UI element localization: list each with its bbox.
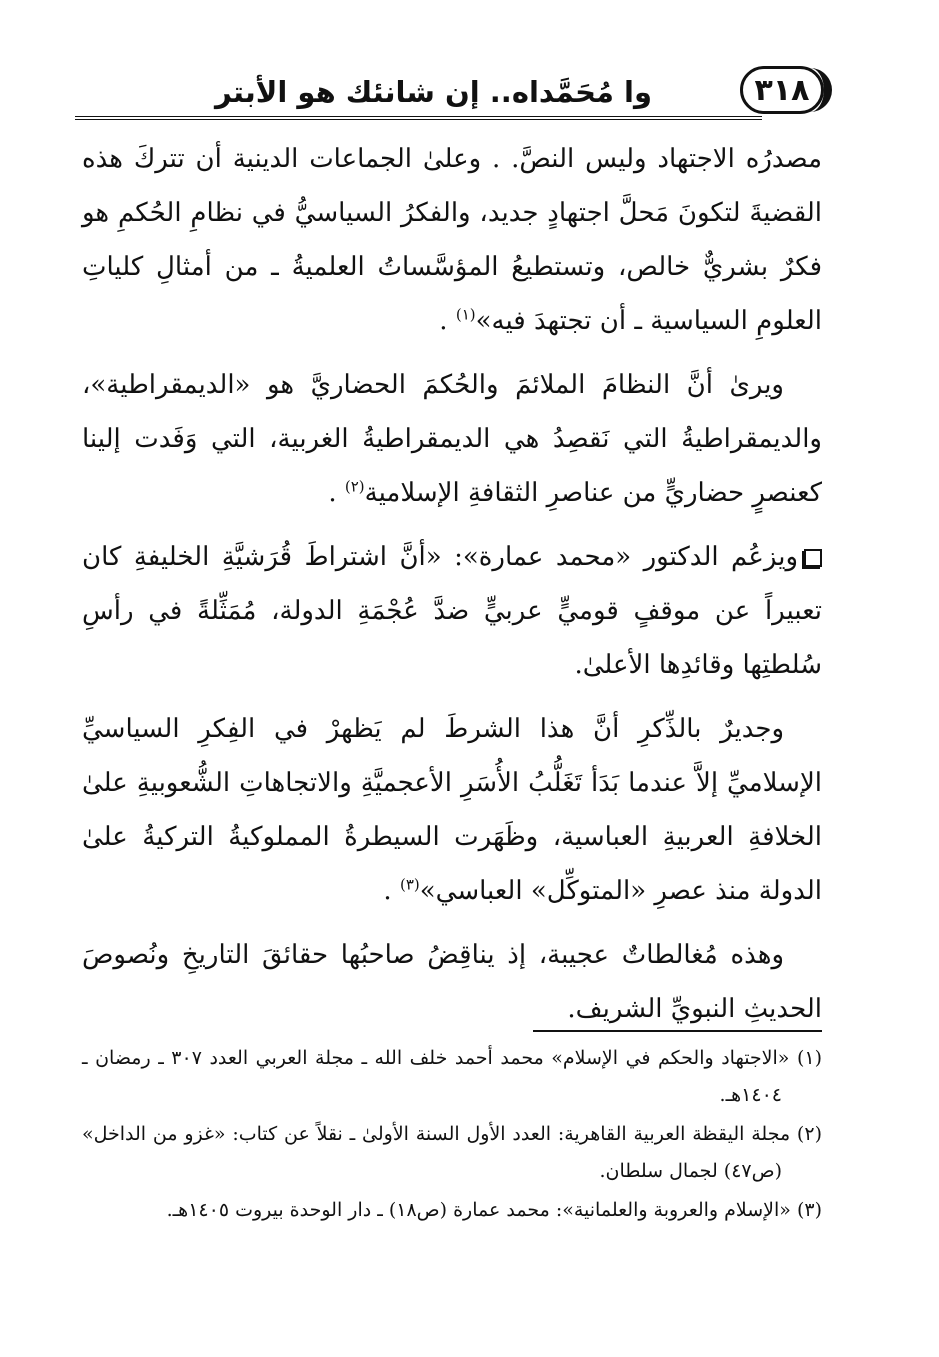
- paragraph-2: ويرىٰ أنَّ النظامَ الملائمَ والحُكمَ الحضاريَّ هو «الديمقراطية»، والديمقراطيةُ التي نَقصِدُ هي الديمقراطيةُ الغربية، التي وَفَدت إلينا كعنصرٍ حضاريٍّ من عناصرِ الثقافةِ الإسلامية$^{(٢)}$ .: [82, 370, 822, 508]
- square-bullet-icon: [804, 549, 822, 567]
- paragraph-1: مصدرُه الاجتهاد وليس النصَّ. . وعلىٰ الجماعات الدينية أن تتركَ هذه القضيةَ لتكونَ مَحلَّ اجتهادٍ جديد، والفكرُ السياسيُّ في نظامِ الحُكمِ هو فكرٌ بشريٌّ خالص، وتستطيعُ المؤسَّساتُ العلميةُ ـ من أمثالِ كلياتِ العلومِ السياسية ـ أن تجتهدَ فيه»$^{(١)}$ .: [82, 144, 822, 336]
- page-header: [75, 66, 832, 124]
- running-title: وا مُحَمَّداه.. إن شانئك هو الأبتر: [214, 75, 652, 109]
- footnote-ref-3: (٣): [399, 875, 420, 894]
- paragraph-5: وهذه مُغالطاتٌ عجيبة، إذ يناقِضُ صاحبُها حقائقَ التاريخِ ونُصوصَ الحديثِ النبويِّ الشريف.: [82, 940, 822, 1024]
- page-number-ornament: [802, 68, 832, 112]
- footnote-2: (٢) مجلة اليقظة العربية القاهرية: العدد الأول السنة الأولىٰ ـ نقلاً عن كتاب: «غزو من الداخل» (ص٤٧) لجمال سلطان.: [82, 1123, 822, 1182]
- paragraph-4: وجديرٌ بالذِّكرِ أنَّ هذا الشرطَ لم يَظهرْ في الفِكرِ السياسيِّ الإسلاميِّ إلاَّ عندما بَدَأ تَغَلُّبُ الأُسَرِ الأعجميَّةِ والاتجاهاتِ الشُّعوبيةِ علىٰ الخلافةِ العربيةِ العباسية، وظَهَرت السيطرةُ المملوكيةُ التركيةُ علىٰ الدولة منذ عصرِ «المتوكِّل» العباسي»$^{(٣)}$ .: [82, 714, 822, 906]
- footnotes: [82, 1040, 822, 1231]
- footnote-separator: [533, 1030, 822, 1032]
- paragraph-3: ويزعُم الدكتور «محمد عمارة»: «أنَّ اشتراطَ قُرَشيَّةِ الخليفةِ كان تعبيراً عن موقفٍ قوميٍّ عربيٍّ ضدَّ عُجْمَةِ الدولة، مُمَثِّلةً في رأسِ سُلطتِها وقائدِها الأعلىٰ.: [82, 542, 822, 680]
- body-text: [82, 132, 822, 1036]
- footnote-1: (١) «الاجتهاد والحكم في الإسلام» محمد أحمد خلف الله ـ مجلة العربي العدد ٣٠٧ ـ رمضان ـ ١٤٠٤هـ.: [82, 1047, 822, 1106]
- footnote-3: (٣) «الإسلام والعروبة والعلمانية»: محمد عمارة (ص١٨) ـ دار الوحدة بيروت ١٤٠٥هـ.: [166, 1199, 822, 1221]
- footnote-ref-1: (١): [455, 305, 476, 324]
- page-number: ٣١٨: [754, 72, 810, 108]
- header-rule: [75, 116, 762, 122]
- footnote-ref-2: (٢): [344, 477, 365, 496]
